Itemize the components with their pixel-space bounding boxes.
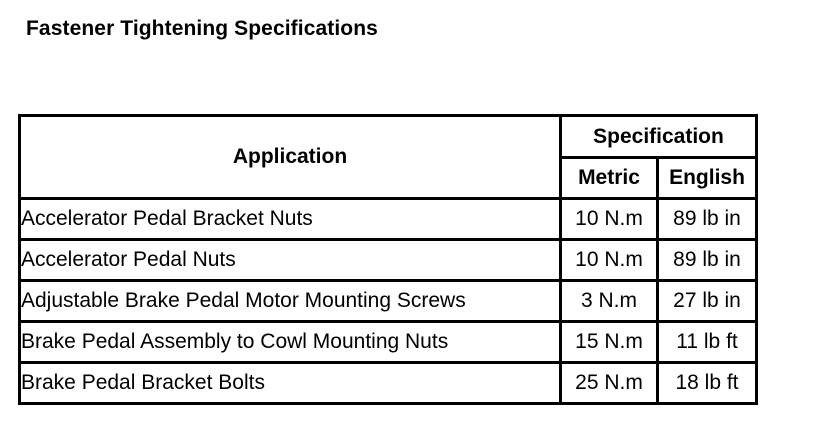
metric-cell: 25 N.m (561, 363, 658, 404)
table-header-row (20, 116, 757, 158)
english-cell: 27 lb in (658, 281, 757, 322)
application-cell: Adjustable Brake Pedal Motor Mounting Screws (20, 281, 561, 322)
table-row (20, 240, 757, 281)
metric-cell: 3 N.m (561, 281, 658, 322)
application-header: Application (20, 116, 561, 199)
metric-cell: 15 N.m (561, 322, 658, 363)
application-cell: Brake Pedal Bracket Bolts (20, 363, 561, 404)
metric-cell: 10 N.m (561, 199, 658, 240)
english-cell: 11 lb ft (658, 322, 757, 363)
english-header: English (658, 158, 757, 199)
table-row (20, 199, 757, 240)
metric-cell: 10 N.m (561, 240, 658, 281)
english-cell: 89 lb in (658, 199, 757, 240)
application-cell: Accelerator Pedal Nuts (20, 240, 561, 281)
table-row (20, 322, 757, 363)
english-cell: 18 lb ft (658, 363, 757, 404)
table-row (20, 363, 757, 404)
fastener-spec-table (18, 114, 758, 405)
application-cell: Brake Pedal Assembly to Cowl Mounting Nuts (20, 322, 561, 363)
specification-header: Specification (561, 116, 757, 158)
table-row (20, 281, 757, 322)
metric-header: Metric (561, 158, 658, 199)
application-cell: Accelerator Pedal Bracket Nuts (20, 199, 561, 240)
page-title: Fastener Tightening Specifications (26, 17, 378, 40)
english-cell: 89 lb in (658, 240, 757, 281)
